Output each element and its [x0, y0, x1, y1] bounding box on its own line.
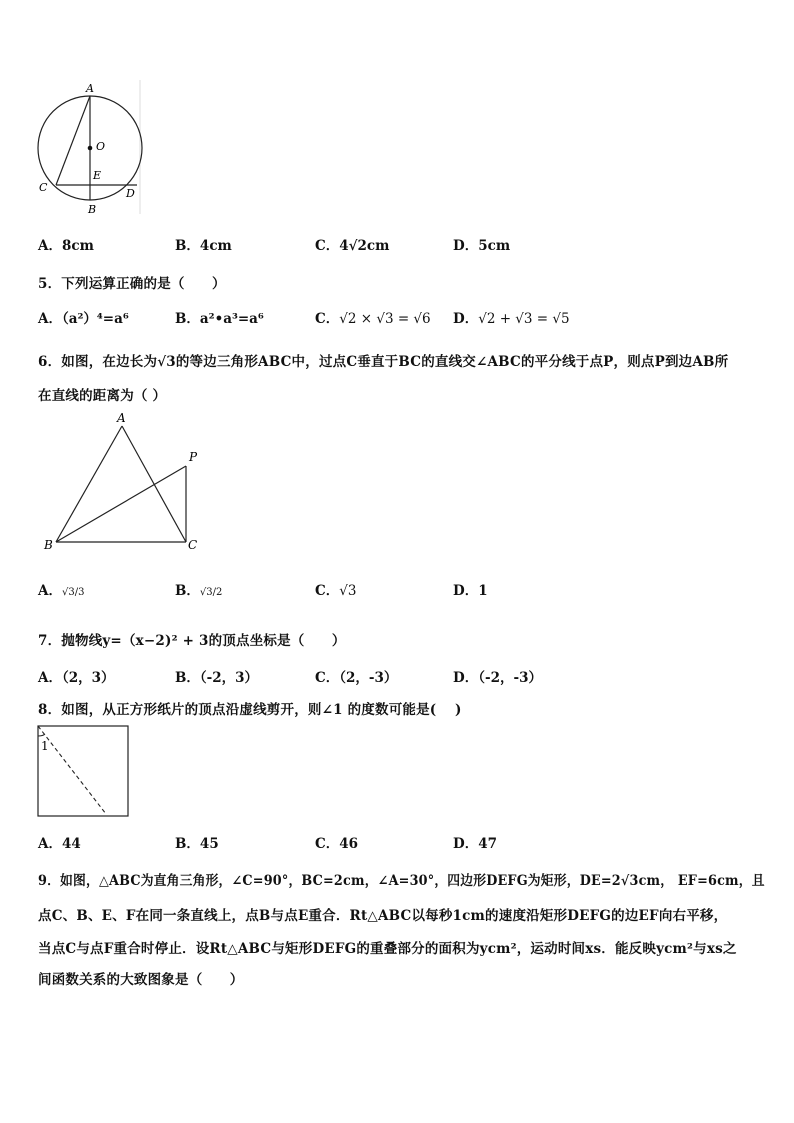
q9-line1: 9．如图，△ABC为直角三角形，∠C=90°，BC=2cm，∠A=30°，四边形DEFG为矩形，DE=2√3cm， EF=6cm，且: [38, 873, 765, 889]
q8-option-d[interactable]: D．47: [453, 836, 498, 852]
q7-option-d[interactable]: D．（-2，-3）: [453, 670, 542, 686]
label-a: A: [86, 82, 94, 95]
angle-arc: [38, 734, 45, 736]
label-o: O: [96, 140, 106, 153]
q8-option-a[interactable]: A．44: [38, 836, 81, 852]
q6-stem-line1: 6．如图，在边长为√3的等边三角形ABC中，过点C垂直于BC的直线交∠ABC的平分线于点P，则点P到边AB所: [38, 354, 729, 370]
label-p: P: [189, 450, 198, 464]
q8-stem: 8．如图，从正方形纸片的顶点沿虚线剪开，则∠1 的度数可能是( ): [38, 702, 462, 718]
q6-option-b[interactable]: B．√3/2: [175, 583, 223, 599]
label-b: B: [44, 538, 53, 552]
label-e: E: [93, 169, 102, 182]
q9-line2: 点C、B、E、F在同一条直线上，点B与点E重合．Rt△ABC以每秒1cm的速度沿矩形DEFG的边EF向右平移，: [38, 908, 728, 924]
label-c: C: [39, 181, 48, 194]
q7-stem: 7．抛物线y=（x−2)² + 3的顶点坐标是（ ）: [38, 633, 346, 649]
q9-line4: 间函数关系的大致图象是（ ）: [38, 972, 244, 988]
q4-circle-figure: [30, 78, 145, 218]
q5-stem: 5．下列运算正确的是（ ）: [38, 276, 226, 292]
q6-option-d[interactable]: D．1: [453, 583, 488, 599]
label-c: C: [188, 538, 198, 552]
segment-bp: [56, 466, 186, 542]
label-a: A: [117, 411, 126, 425]
q6-option-c[interactable]: C．√3: [315, 583, 357, 599]
q4-option-a[interactable]: A．8cm: [38, 238, 94, 254]
q9-line3: 当点C与点F重合时停止．设Rt△ABC与矩形DEFG的重叠部分的面积为ycm²，运动时间xs．能反映ycm²与xs之: [38, 941, 737, 957]
q6-triangle-figure: [38, 410, 208, 555]
q7-option-a[interactable]: A．（2，3）: [38, 670, 115, 686]
q4-option-b[interactable]: B．4cm: [175, 238, 232, 254]
q5-option-b[interactable]: B．a²•a³=a⁶: [175, 311, 264, 327]
q6-stem-line2: 在直线的距离为（ ）: [38, 388, 167, 404]
side-ac: [122, 426, 186, 542]
label-b: B: [88, 203, 97, 216]
label-d: D: [126, 187, 135, 200]
q8-square-figure: [36, 724, 132, 820]
q4-option-d[interactable]: D．5cm: [453, 238, 511, 254]
q6-option-a[interactable]: A．√3/3: [38, 583, 85, 599]
q5-option-a[interactable]: A．（a²）⁴=a⁶: [38, 311, 129, 327]
q7-option-b[interactable]: B．（-2，3）: [175, 670, 259, 686]
q5-option-d[interactable]: D．√2 + √3 = √5: [453, 311, 570, 327]
q8-option-c[interactable]: C．46: [315, 836, 359, 852]
angle-label-1: 1: [41, 739, 49, 753]
q4-option-c[interactable]: C．4√2cm: [315, 238, 390, 254]
q5-option-c[interactable]: C．√2 × √3 = √6: [315, 311, 431, 327]
center-point: [88, 146, 93, 151]
q7-option-c[interactable]: C．（2，-3）: [315, 670, 398, 686]
q8-option-b[interactable]: B．45: [175, 836, 219, 852]
side-ab: [56, 426, 122, 542]
square-paper: [38, 726, 128, 816]
